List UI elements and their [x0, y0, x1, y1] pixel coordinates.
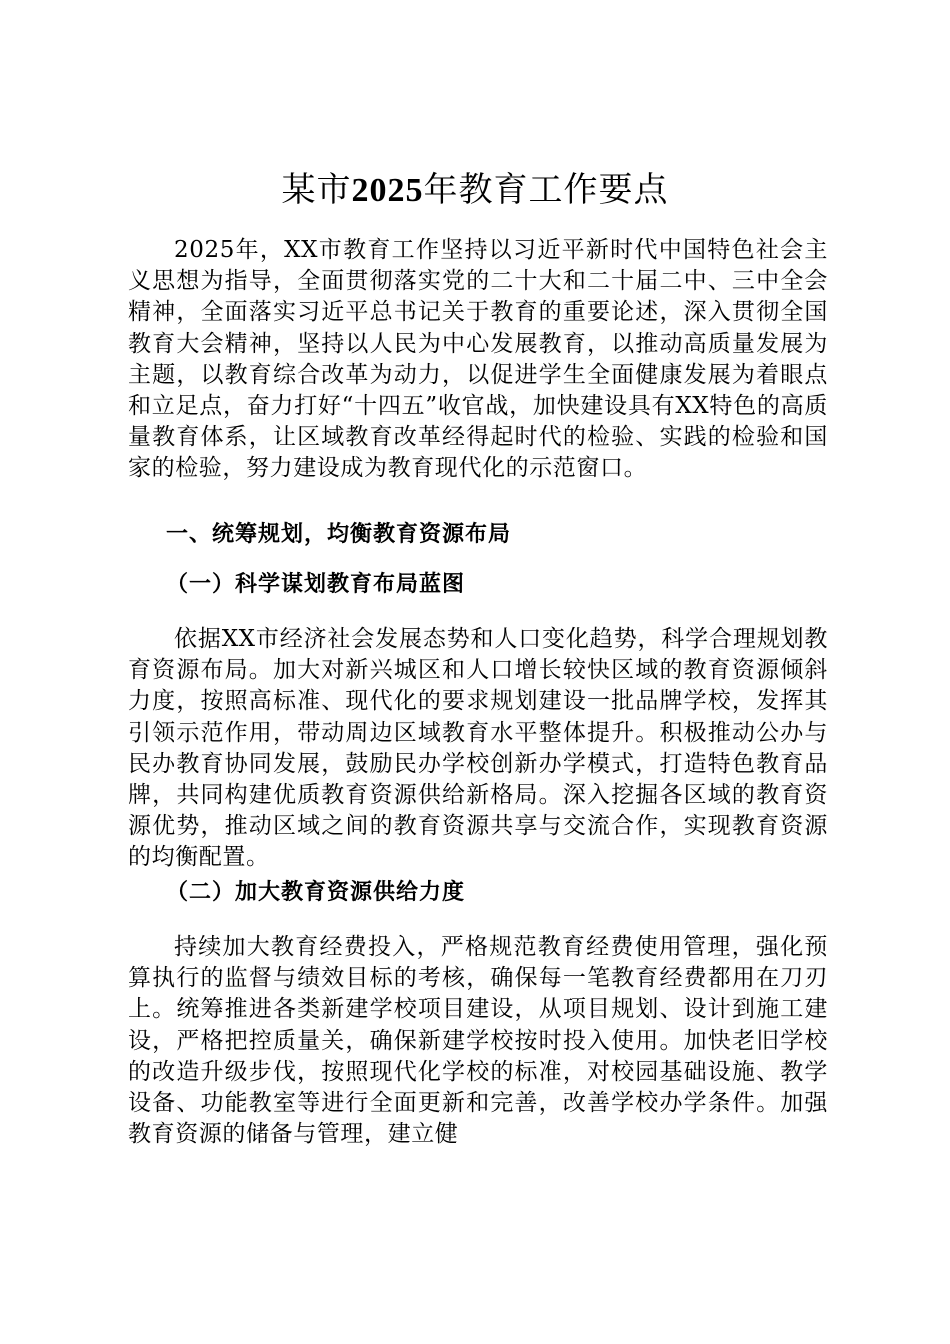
subsection-heading-2: （二）加大教育资源供给力度 — [166, 880, 466, 905]
subsection-paragraph-1: 依据XX市经济社会发展态势和人口变化趋势，科学合理规划教育资源布局。加大对新兴城区和人口增长较快区域的教育资源倾斜力度，按照高标准、现代化的要求规划建设一批品牌学校，发挥其引领示范作用，带动周边区域教育水平整体提升。积极推动公办与民办教育协同发展，鼓励民办学校创新办学模式，打造特色教育品牌，共同构建优质教育资源供给新格局。深入挖掘各区域的教育资源优势，推动区域之间的教育资源共享与交流合作，实现教育资源的均衡配置。 — [128, 626, 828, 871]
intro-paragraph: 2025年，XX市教育工作坚持以习近平新时代中国特色社会主义思想为指导，全面贯彻落实党的二十大和二十届二中、三中全会精神，全面落实习近平总书记关于教育的重要论述，深入贯彻全国教育大会精神，坚持以人民为中心发展教育，以推动高质量发展为主题，以教育综合改革为动力，以促进学生全面健康发展为着眼点和立足点，奋力打好“十四五”收官战，加快建设具有XX特色的高质量教育体系，让区域教育改革经得起时代的检验、实践的检验和国家的检验，努力建设成为教育现代化的示范窗口。 — [128, 237, 828, 482]
title-suffix: 年教育工作要点 — [423, 170, 669, 210]
title-year: 2025 — [351, 172, 424, 209]
subsection-paragraph-2: 持续加大教育经费投入，严格规范教育经费使用管理，强化预算执行的监督与绩效目标的考核，确保每一笔教育经费都用在刀刃上。统筹推进各类新建学校项目建设，从项目规划、设计到施工建设，严格把控质量关，确保新建学校按时投入使用。加快老旧学校的改造升级步伐，按照现代化学校的标准，对校园基础设施、教学设备、功能教室等进行全面更新和完善，改善学校办学条件。加强教育资源的储备与管理，建立健 — [128, 934, 828, 1148]
document-title — [0, 168, 950, 213]
section-heading-1: 一、统筹规划，均衡教育资源布局 — [166, 522, 512, 547]
title-prefix: 某市 — [281, 170, 352, 210]
subsection-heading-1: （一）科学谋划教育布局蓝图 — [166, 572, 466, 597]
